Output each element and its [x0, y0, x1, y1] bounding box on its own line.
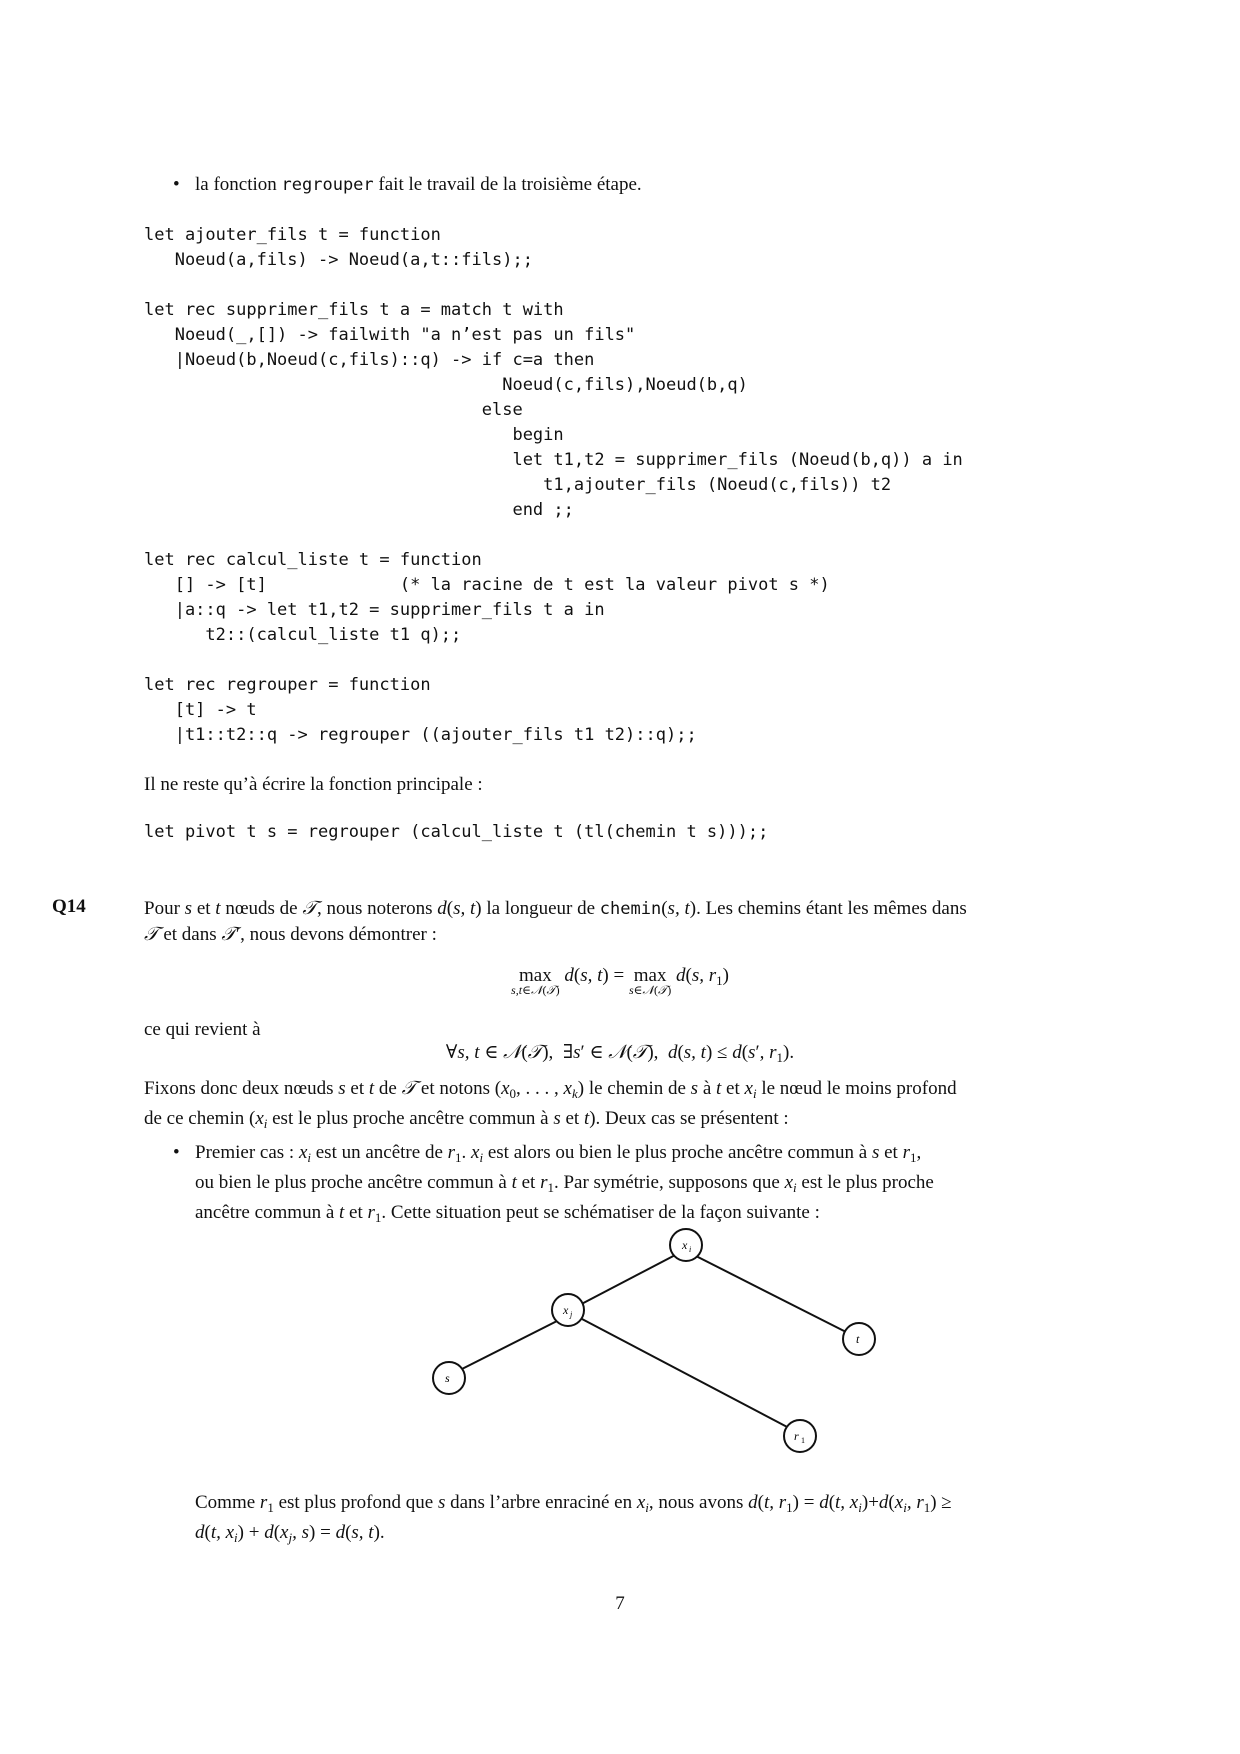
code-line: begin [144, 425, 564, 445]
tree-node-xi [670, 1229, 702, 1261]
code-line: Noeud(_,[]) -> failwith "a n’est pas un fils" [144, 325, 636, 345]
svg-text:1: 1 [801, 1436, 805, 1445]
code-line: t2::(calcul_liste t1 q);; [144, 625, 462, 645]
edge-xi-t [692, 1254, 850, 1334]
equation-max: max s,t∈𝒩(𝒯) d(s, t) = max s∈𝒩(𝒯) d(s, $r_1$) [511, 965, 729, 997]
intro-main-text: Il ne reste qu’à écrire la fonction principale : [144, 774, 483, 795]
bullet-item-case1: • Premier cas : $x_i$ est un ancêtre de $r_1$. $x_i$ est alors ou bien le plus proche ancêtre commun à s et $r_1$, ou bien le plus proche ancêtre commun à t et $r_1$. Par symétrie, supposons que $x_i$ est le plus proche ancêtre commun à t et $r_1$. Cette situation peut se schématiser de la façon suivante : [173, 1142, 934, 1225]
bullet-code: regrouper [281, 175, 374, 195]
code-line: let t1,t2 = supprimer_fils (Noeud(b,q)) a in [144, 450, 963, 470]
bullet-text-post: fait le travail de la troisième étape. [373, 174, 642, 195]
code-line [144, 648, 963, 673]
code-line: |a::q -> let t1,t2 = supprimer_fils t a in [144, 600, 605, 620]
svg-text:j: j [570, 1310, 573, 1319]
code-line: let rec regrouper = function [144, 675, 431, 695]
code-line [144, 273, 963, 298]
code-line: end ;; [144, 500, 574, 520]
code-line: Noeud(a,fils) -> Noeud(a,t::fils);; [144, 250, 533, 270]
code-line: let rec supprimer_fils t a = match t with [144, 300, 564, 320]
svg-text:x: x [682, 1238, 688, 1252]
code-block-functions [144, 223, 963, 748]
code-line: let ajouter_fils t = function [144, 225, 441, 245]
tree-diagram [420, 1228, 900, 1468]
svg-text:t: t [856, 1332, 860, 1346]
svg-text:x: x [563, 1303, 569, 1317]
tree-node-r1 [784, 1420, 816, 1452]
code-line: [t] -> t [144, 700, 257, 720]
svg-text:s: s [445, 1371, 450, 1385]
tree-node-s [433, 1362, 465, 1394]
conclusion-paragraph: Comme $r_1$ est plus profond que s dans l’arbre enraciné en $x_i$, nous avons d(t, $r_1) = d(t$, $x_i)+d(x_i$, $r_1$) ≥ d(t, $x_i) + d(x_j$, s) = d(s, t). [195, 1492, 952, 1545]
bullet-icon: • [173, 1142, 180, 1163]
code-line: t1,ajouter_fils (Noeud(c,fils)) t2 [144, 475, 892, 495]
svg-text:i: i [689, 1245, 692, 1254]
svg-text:r: r [794, 1429, 799, 1443]
code-line: |Noeud(b,Noeud(c,fils)::q) -> if c=a then [144, 350, 595, 370]
fix-paragraph: Fixons donc deux nœuds s et t de 𝒯 et notons ($x_0$, . . . , $x_k$) le chemin de s à t et $x_i$ le nœud le moins profond de ce chemin ($x_i$ est le plus proche ancêtre commun à s et t). Deux cas se présentent : [144, 1078, 957, 1131]
question-label: Q14 [52, 896, 86, 917]
code-line [144, 523, 963, 548]
code-main: let pivot t s = regrouper (calcul_liste t (tl(chemin t s)));; [144, 822, 769, 842]
equiv-text: ce qui revient à [144, 1019, 261, 1040]
tree-node-t [843, 1323, 875, 1355]
page-number: 7 [615, 1593, 625, 1614]
question-paragraph: Pour s et t nœuds de 𝒯, nous noterons d(s, t) la longueur de chemin(s, t). Les chemins étant les mêmes dans 𝒯 et dans 𝒯′, nous devons démontrer : [144, 898, 967, 945]
code-line: Noeud(c,fils),Noeud(b,q) [144, 375, 748, 395]
equation-forall: ∀s, t ∈ 𝒩(𝒯), ∃s′ ∈ 𝒩(𝒯), d(s, t) ≤ d(s′, $r_1$). [445, 1042, 795, 1065]
edge-xj-r1 [582, 1319, 791, 1429]
code-line: [] -> [t] (* la racine de t est la valeur pivot s *) [144, 575, 830, 595]
code-line: |t1::t2::q -> regrouper ((ajouter_fils t1 t2)::q);; [144, 725, 697, 745]
tree-node-xj [552, 1294, 584, 1326]
code-line: else [144, 400, 523, 420]
code-line: let rec calcul_liste t = function [144, 550, 482, 570]
bullet-text-pre: la fonction [195, 174, 282, 195]
bullet-icon: • [173, 174, 180, 195]
edge-xi-xj [570, 1252, 681, 1310]
edge-xj-s [456, 1319, 561, 1372]
